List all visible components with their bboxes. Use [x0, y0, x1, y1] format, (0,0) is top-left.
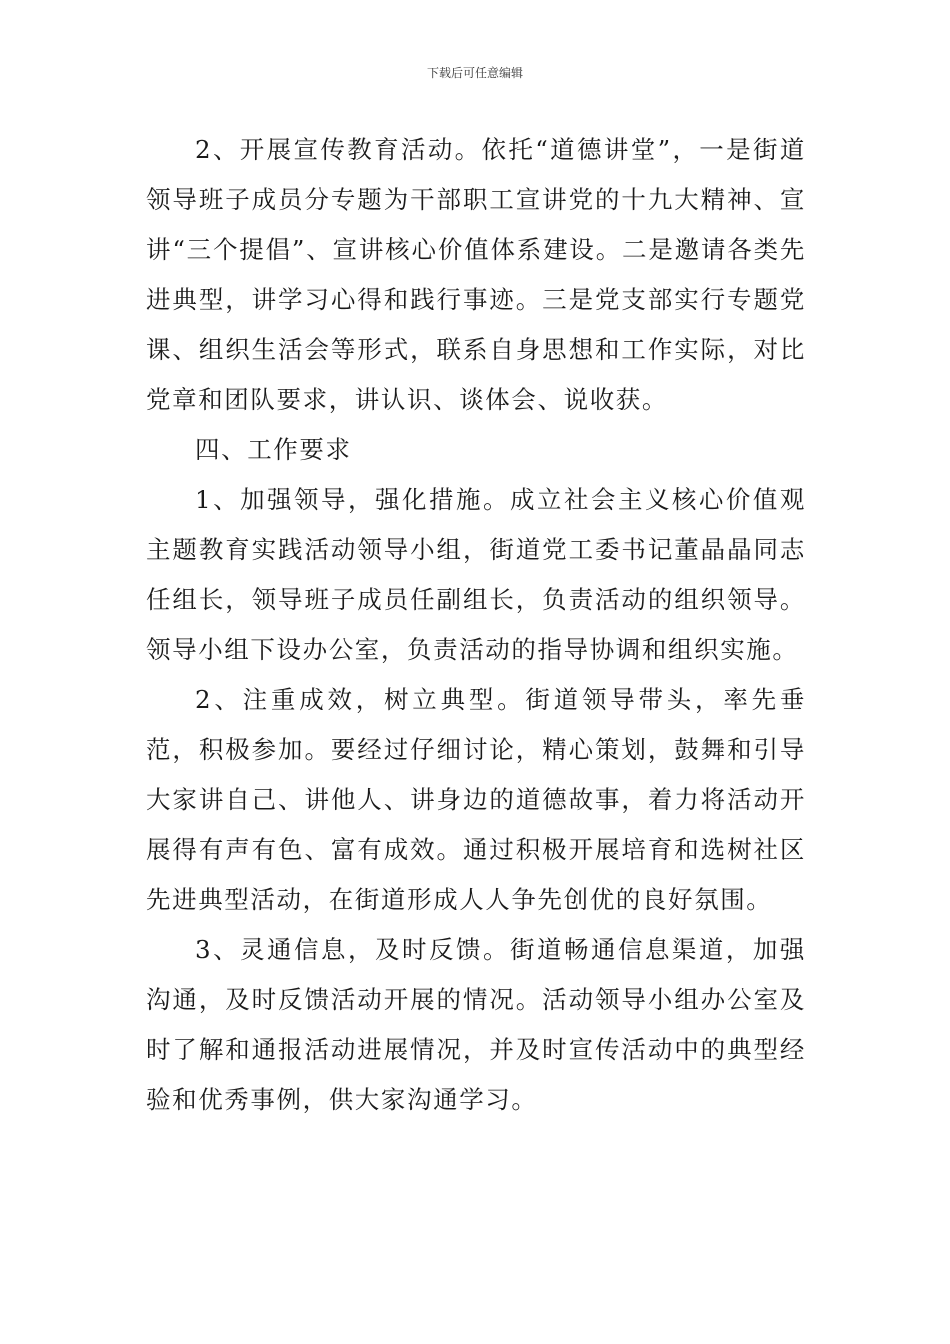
paragraph-strengthen-leadership: 1、加强领导，强化措施。成立社会主义核心价值观主题教育实践活动领导小组，街道党工委书记董晶晶同志任组长，领导班子成员任副组长，负责活动的组织领导。领导小组下设办公室，负责活动的指导协调和组织实施。 [146, 485, 806, 664]
page-header: 下载后可任意编辑 [426, 66, 523, 80]
paragraph-information-feedback: 3、灵通信息，及时反馈。街道畅通信息渠道，加强沟通，及时反馈活动开展的情况。活动领导小组办公室及时了解和通报活动进展情况，并及时宣传活动中的典型经验和优秀事例，供大家沟通学习。 [146, 935, 806, 1114]
paragraph-focus-results: 2、注重成效，树立典型。街道领导带头，率先垂范，积极参加。要经过仔细讨论，精心策划，鼓舞和引导大家讲自己、讲他人、讲身边的道德故事，着力将活动开展得有声有色、富有成效。通过积极开展培育和选树社区先进典型活动，在街道形成人人争先创优的良好氛围。 [146, 685, 806, 914]
document-body [146, 125, 806, 1125]
section-heading-work-requirements: 四、工作要求 [195, 435, 352, 464]
paragraph-publicity-education: 2、开展宣传教育活动。依托“道德讲堂”，一是街道领导班子成员分专题为干部职工宣讲党的十九大精神、宣讲“三个提倡”、宣讲核心价值体系建设。二是邀请各类先进典型，讲学习心得和践行事迹。三是党支部实行专题党课、组织生活会等形式，联系自身思想和工作实际，对比党章和团队要求，讲认识、谈体会、说收获。 [146, 135, 806, 414]
